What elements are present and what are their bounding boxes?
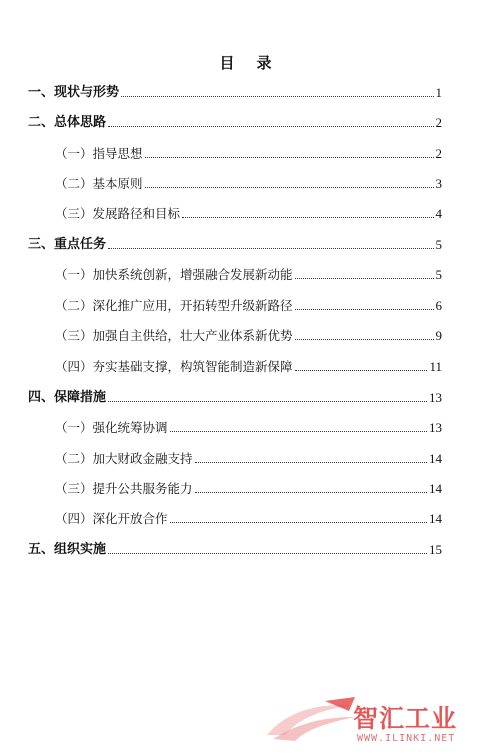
leader-dots (108, 248, 433, 249)
leader-dots (182, 217, 433, 218)
toc-title-left: 目 (219, 54, 235, 72)
toc-entry-page: 11 (429, 359, 442, 374)
leader-dots (170, 431, 427, 432)
toc-entry-label: 一、现状与形势 (28, 85, 120, 100)
toc-entry-3-1[interactable] (55, 267, 442, 283)
leader-dots (295, 339, 434, 340)
toc-entry-label: （二）基本原则 (55, 176, 143, 191)
toc-entry-page: 15 (429, 542, 442, 557)
toc-entry-label: （三）提升公共服务能力 (55, 481, 193, 496)
toc-entry-4[interactable] (28, 390, 442, 406)
toc-entry-2[interactable] (28, 115, 442, 131)
toc-entry-page: 5 (435, 237, 442, 252)
toc-entry-3-4[interactable] (55, 359, 442, 375)
toc-entry-label: （一）强化统筹协调 (55, 420, 168, 435)
leader-dots (295, 278, 434, 279)
toc-entry-label: （四）夯实基础支撑，构筑智能制造新保障 (55, 359, 293, 374)
watermark-url: WWW.ILINKI.NET (357, 733, 456, 744)
toc-entry-label: （一）指导思想 (55, 146, 143, 161)
toc-entry-page: 14 (429, 481, 442, 496)
toc-entry-page: 14 (429, 451, 442, 466)
leader-dots (145, 157, 434, 158)
toc-entry-page: 3 (435, 176, 442, 191)
toc-entry-label: 三、重点任务 (28, 237, 107, 252)
toc-title (0, 52, 491, 73)
toc-entry-1[interactable] (28, 85, 442, 101)
toc-title-right: 录 (256, 54, 272, 72)
toc-entry-3-3[interactable] (55, 328, 442, 344)
leader-dots (295, 309, 434, 310)
toc-entry-page: 1 (435, 85, 442, 100)
toc-entry-label: 二、总体思路 (28, 115, 107, 130)
toc-entry-2-3[interactable] (55, 206, 442, 222)
toc-entry-label: 四、保障措施 (28, 390, 107, 405)
toc-entry-page: 9 (435, 328, 442, 343)
leader-dots (121, 96, 433, 97)
leader-dots (108, 553, 427, 554)
leader-dots (295, 370, 428, 371)
toc-entry-label: 五、组织实施 (28, 542, 107, 557)
toc-entry-page: 13 (429, 420, 442, 435)
watermark (265, 695, 487, 750)
toc-entry-3[interactable] (28, 237, 442, 253)
toc-entry-page: 5 (435, 267, 442, 282)
leader-dots (145, 187, 434, 188)
toc-entry-5[interactable] (28, 542, 442, 558)
toc-entry-4-3[interactable] (55, 481, 442, 497)
toc-entry-page: 2 (435, 115, 442, 130)
leader-dots (195, 492, 427, 493)
toc-entry-page: 13 (429, 390, 442, 405)
toc-entry-label: （二）加大财政金融支持 (55, 451, 193, 466)
toc-entry-page: 4 (435, 206, 442, 221)
leader-dots (108, 401, 427, 402)
leader-dots (170, 522, 427, 523)
toc-entry-page: 2 (435, 146, 442, 161)
toc-entry-label: （三）加强自主供给，壮大产业体系新优势 (55, 328, 293, 343)
toc-entry-label: （四）深化开放合作 (55, 511, 168, 526)
toc-entry-label: （二）深化推广应用，开拓转型升级新路径 (55, 298, 293, 313)
toc-entry-4-1[interactable] (55, 420, 442, 436)
toc-entry-4-4[interactable] (55, 511, 442, 527)
toc-entry-label: （一）加快系统创新，增强融合发展新动能 (55, 267, 293, 282)
toc-entry-page: 14 (429, 511, 442, 526)
watermark-swoosh-icon (265, 695, 360, 750)
toc-entry-2-1[interactable] (55, 146, 442, 162)
toc-entry-3-2[interactable] (55, 298, 442, 314)
watermark-brand: 智汇工业 (353, 704, 458, 733)
toc-entry-4-2[interactable] (55, 451, 442, 467)
toc-entry-2-2[interactable] (55, 176, 442, 192)
toc-entry-page: 6 (435, 298, 442, 313)
leader-dots (108, 126, 433, 127)
toc-entry-label: （三）发展路径和目标 (55, 206, 181, 221)
leader-dots (195, 462, 427, 463)
